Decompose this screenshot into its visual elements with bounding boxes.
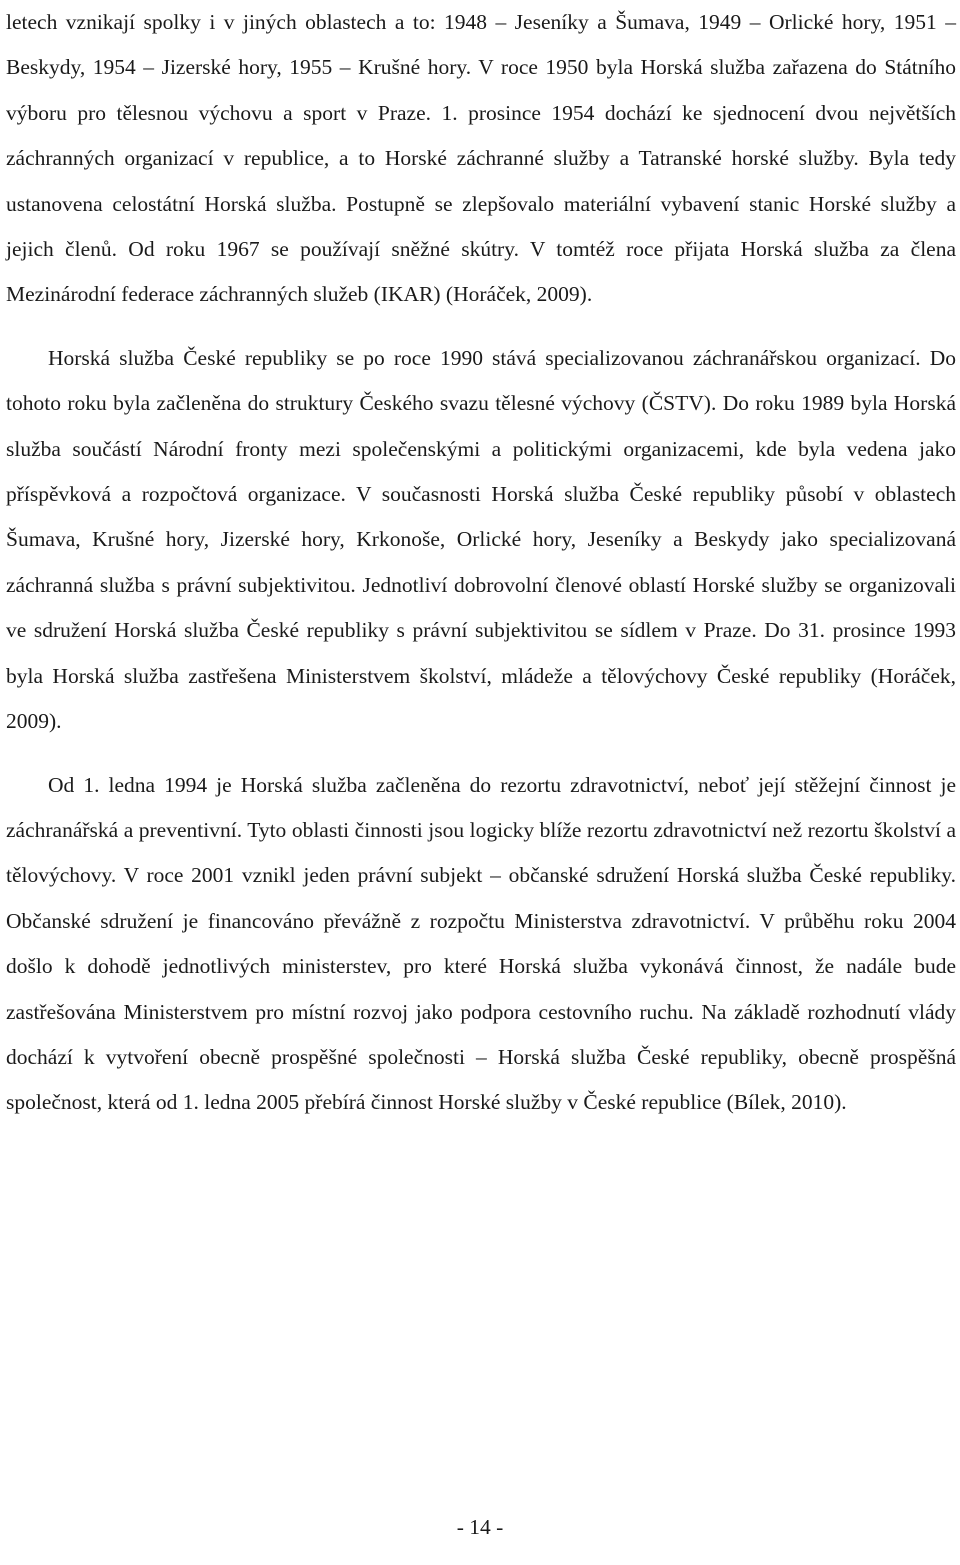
- body-text: [6, 0, 956, 1126]
- paragraph-3: Od 1. ledna 1994 je Horská služba začleněna do rezortu zdravotnictví, neboť její stěžejní činnost je záchranářská a preventivní. Tyto oblasti činnosti jsou logicky blíže rezortu zdravotnictví než rezortu školství a tělovýchovy. V roce 2001 vznikl jeden právní subjekt – občanské sdružení Horská služba České republiky. Občanské sdružení je financováno převážně z rozpočtu Ministerstva zdravotnictví. V průběhu roku 2004 došlo k dohodě jednotlivých ministerstev, pro které Horská služba vykonává činnost, že nadále bude zastřešována Ministerstvem pro místní rozvoj jako podpora cestovního ruchu. Na základě rozhodnutí vlády dochází k vytvoření obecně prospěšné společnosti – Horská služba České republiky, obecně prospěšná společnost, která od 1. ledna 2005 přebírá činnost Horské služby v České republice (Bílek, 2010).: [6, 772, 956, 1115]
- paragraph-1: letech vznikají spolky i v jiných oblastech a to: 1948 – Jeseníky a Šumava, 1949 – Orlické hory, 1951 – Beskydy, 1954 – Jizerské hory, 1955 – Krušné hory. V roce 1950 byla Horská služba zařazena do Státního výboru pro tělesnou výchovu a sport v Praze. 1. prosince 1954 dochází ke sjednocení dvou největších záchranných organizací v republice, a to Horské záchranné služby a Tatranské horské služby. Byla tedy ustanovena celostátní Horská služba. Postupně se zlepšovalo materiální vybavení stanic Horské služby a jejich členů. Od roku 1967 se používají sněžné skútry. V tomtéž roce přijata Horská služba za člena Mezinárodní federace záchranných služeb (IKAR) (Horáček, 2009).: [6, 10, 956, 307]
- page-number: - 14 -: [456, 1515, 504, 1539]
- paragraph-2: Horská služba České republiky se po roce 1990 stává specializovanou záchranářskou organizací. Do tohoto roku byla začleněna do struktury Českého svazu tělesné výchovy (ČSTV). Do roku 1989 byla Horská služba součástí Národní fronty mezi společenskými a politickými organizacemi, kde byla vedena jako příspěvková a rozpočtová organizace. V současnosti Horská služba České republiky působí v oblastech Šumava, Krušné hory, Jizerské hory, Krkonoše, Orlické hory, Jeseníky a Beskydy jako specializovaná záchranná služba s právní subjektivitou. Jednotliví dobrovolní členové oblastí Horské služby se organizovali ve sdružení Horská služba České republiky s právní subjektivitou se sídlem v Praze. Do 31. prosince 1993 byla Horská služba zastřešena Ministerstvem školství, mládeže a tělovýchovy České republiky (Horáček, 2009).: [6, 345, 956, 734]
